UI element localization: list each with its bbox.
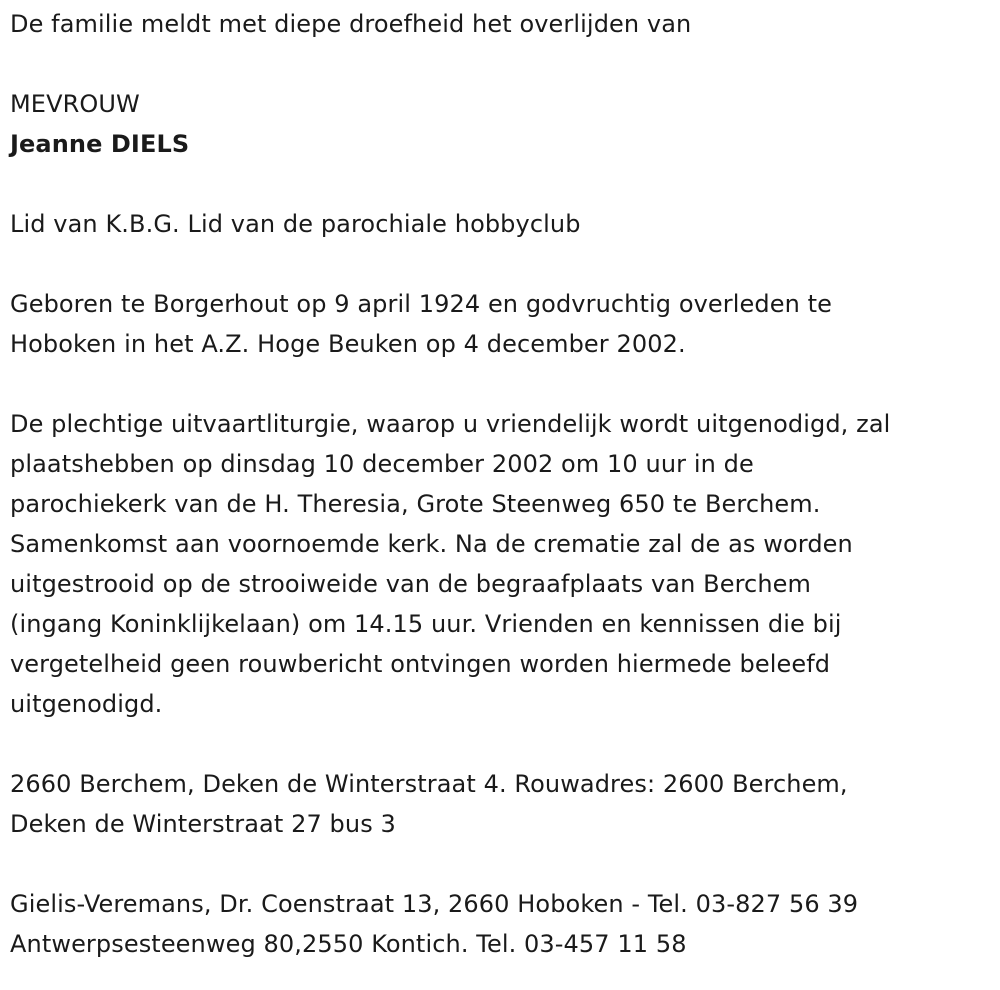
address-paragraph	[10, 764, 995, 844]
paragraph-line: Hoboken in het A.Z. Hoge Beuken op 4 december 2002.	[10, 330, 686, 358]
spacer	[10, 724, 995, 764]
paragraph-line: Deken de Winterstraat 27 bus 3	[10, 810, 396, 838]
spacer	[10, 244, 995, 284]
deceased-name: Jeanne DIELS	[10, 130, 190, 158]
paragraph-line: parochiekerk van de H. Theresia, Grote Steenweg 650 te Berchem.	[10, 490, 821, 518]
honorific: MEVROUW	[10, 90, 140, 118]
paragraph-line: Samenkomst aan voornoemde kerk. Na de crematie zal de as worden	[10, 530, 853, 558]
paragraph-line: uitgenodigd.	[10, 690, 163, 718]
spacer	[10, 44, 995, 84]
paragraph-line: Antwerpsesteenweg 80,2550 Kontich. Tel. 03-457 11 58	[10, 930, 687, 958]
funeral-paragraph	[10, 404, 995, 724]
spacer	[10, 164, 995, 204]
intro-text: De familie meldt met diepe droefheid het overlijden van	[10, 10, 692, 38]
paragraph-line: 2660 Berchem, Deken de Winterstraat 4. Rouwadres: 2600 Berchem,	[10, 770, 848, 798]
paragraph-line: uitgestrooid op de strooiweide van de begraafplaats van Berchem	[10, 570, 811, 598]
memberships-text: Lid van K.B.G. Lid van de parochiale hobbyclub	[10, 210, 581, 238]
paragraph-line: plaatshebben op dinsdag 10 december 2002 om 10 uur in de	[10, 450, 754, 478]
obituary-notice	[10, 4, 995, 964]
birth-death-paragraph	[10, 284, 995, 364]
paragraph-line: Geboren te Borgerhout op 9 april 1924 en godvruchtig overleden te	[10, 290, 832, 318]
spacer	[10, 364, 995, 404]
paragraph-line: Gielis-Veremans, Dr. Coenstraat 13, 2660 Hoboken - Tel. 03-827 56 39	[10, 890, 859, 918]
spacer	[10, 844, 995, 884]
paragraph-line: vergetelheid geen rouwbericht ontvingen worden hiermede beleefd	[10, 650, 831, 678]
funeral-home-paragraph	[10, 884, 995, 964]
paragraph-line: (ingang Koninklijkelaan) om 14.15 uur. Vrienden en kennissen die bij	[10, 610, 842, 638]
paragraph-line: De plechtige uitvaartliturgie, waarop u vriendelijk wordt uitgenodigd, zal	[10, 410, 891, 438]
